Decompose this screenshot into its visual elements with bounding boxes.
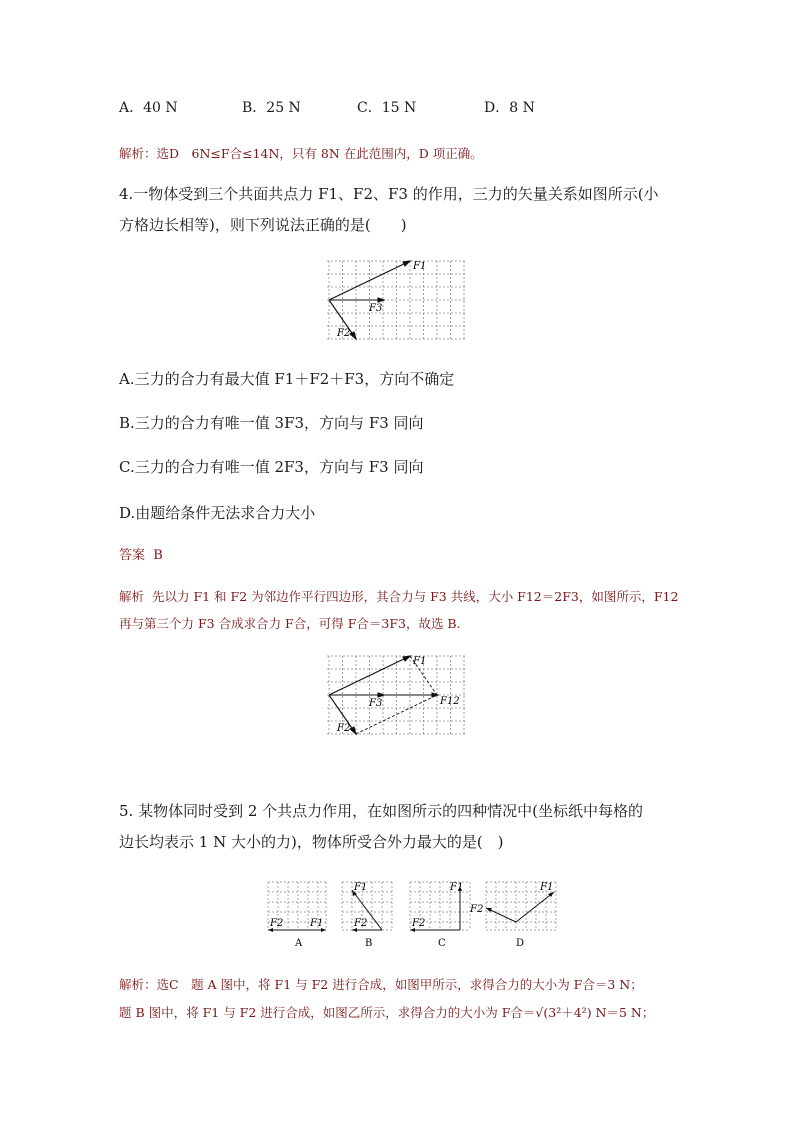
- panel-label-c: C: [438, 938, 446, 949]
- f1-label: F1: [413, 261, 427, 272]
- c-f1-label: F1: [450, 882, 464, 893]
- q5-figure-panels: [264, 878, 560, 950]
- f1-arrowhead: [403, 656, 410, 661]
- q5-stem-line1: 5. 某物体同时受到 2 个共点力作用，在如图所示的四种情况中(坐标纸中每格的: [119, 802, 644, 820]
- a-f2-label: F2: [270, 918, 284, 929]
- option-c: C．15 N: [357, 100, 417, 116]
- q4-analysis-text1: 先以力 F1 和 F2 为邻边作平行四边形，其合力与 F3 共线，大小 F12＝2F3，如图所示，F12: [151, 589, 679, 604]
- f2-label: F2: [337, 723, 351, 734]
- f1-label: F1: [413, 656, 427, 667]
- panel-label-d: D: [516, 938, 525, 949]
- a-f1-label: F1: [310, 918, 324, 929]
- b-f2-label: F2: [354, 918, 368, 929]
- q5-analysis-text1: 选C 题 A 图中，将 F1 与 F2 进行合成，如图甲所示，求得合力的大小为 F合＝3 N；: [156, 977, 643, 992]
- d-f1-vector: [516, 892, 554, 922]
- f2-label: F2: [337, 328, 351, 339]
- q4-option-a: A.三力的合力有最大值 F1＋F2＋F3，方向不确定: [119, 370, 455, 388]
- d-f2-label: F2: [470, 904, 484, 915]
- option-b: B．25 N: [242, 100, 301, 116]
- q4-analysis-label: 解析: [119, 589, 145, 604]
- f1-arrowhead: [403, 261, 410, 266]
- q4-parallelogram-diagram: [327, 654, 469, 738]
- d-f1-label: F1: [540, 882, 554, 893]
- q4-analysis-line2: 再与第三个力 F3 合成求合力 F合，可得 F合＝3F3，故选 B.: [119, 616, 461, 631]
- option-d: D．8 N: [484, 100, 535, 116]
- q4-force-diagram: [327, 259, 469, 343]
- panel-c: [410, 882, 470, 949]
- f3-label: F3: [369, 698, 383, 709]
- q4-stem-line2: 方格边长相等)，则下列说法正确的是( ): [119, 216, 407, 234]
- c-f2-label: F2: [412, 918, 426, 929]
- panel-a: [268, 882, 326, 949]
- panel-label-a: A: [295, 938, 303, 949]
- q5-analysis-line2: 题 B 图中，将 F1 与 F2 进行合成，如图乙所示，求得合力的大小为 F合＝√(3²＋4²) N＝5 N；: [119, 1005, 655, 1020]
- panel-b: [342, 882, 392, 949]
- f12-label: F12: [440, 696, 460, 707]
- q5-analysis-label: 解析：: [119, 977, 157, 992]
- q4-analysis-line1: [119, 587, 678, 605]
- panel-label-b: B: [365, 938, 373, 949]
- q5-analysis-line1: [119, 975, 643, 993]
- q5-stem-line2: 边长均表示 1 N 大小的力)，物体所受合外力最大的是( ): [119, 833, 504, 851]
- f3-label: F3: [369, 303, 383, 314]
- panel-d: [469, 882, 556, 949]
- option-a: A．40 N: [119, 100, 178, 116]
- q4-answer: [119, 544, 163, 563]
- q4-option-d: D.由题给条件无法求合力大小: [119, 504, 316, 522]
- f2-arrowhead: [350, 332, 356, 339]
- q3-analysis-text: 选D 6N≤F合≤14N，只有 8N 在此范围内，D 项正确。: [156, 146, 483, 161]
- q3-analysis-label: 解析：: [119, 146, 157, 161]
- q4-stem-line1: 4.一物体受到三个共面共点力 F1、F2、F3 的作用，三力的矢量关系如图所示(小: [119, 185, 659, 203]
- f2-arrowhead: [350, 727, 356, 734]
- answer-label: 答案: [119, 548, 146, 563]
- q4-option-b: B.三力的合力有唯一值 3F3，方向与 F3 同向: [119, 414, 424, 432]
- answer-value: B: [153, 548, 163, 563]
- q3-analysis: [119, 144, 483, 162]
- q4-option-c: C.三力的合力有唯一值 2F3，方向与 F3 同向: [119, 458, 424, 476]
- b-f1-label: F1: [354, 882, 368, 893]
